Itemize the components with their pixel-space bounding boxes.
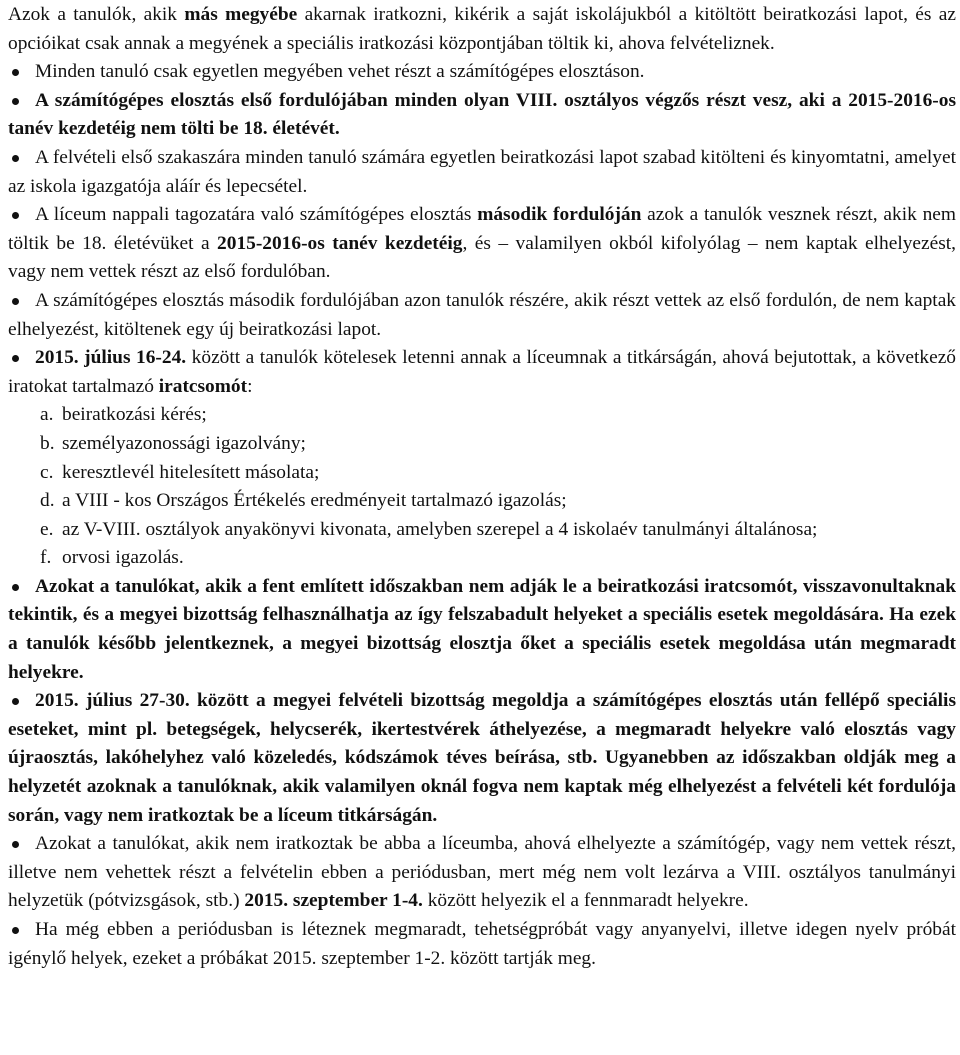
list-item	[40, 430, 956, 459]
list-marker: d.	[40, 490, 55, 512]
list-item-text: a VIII - kos Országos Értékelés eredményeit tartalmazó igazolás;	[62, 490, 567, 512]
text-segment: között helyezik el a fennmaradt helyekre.	[422, 890, 749, 912]
bullet-item-b2	[8, 58, 956, 87]
bullet-item-b6	[8, 287, 956, 344]
text-segment: , és – valamilyen okból kifolyólag – nem kaptak elhelyezést, vagy nem vettek részt az első fordulóban.	[8, 232, 957, 283]
bullet-item-b5	[8, 201, 956, 287]
text-segment: Azokat a tanulókat, akik nem iratkoztak be abba a líceumba, ahová elhelyezte a számítógép, vagy nem vettek részt, illetve nem vehettek részt a felvételin ebben a periódusban, mert még nem volt lezárva a VIII. osztályos tanulmányi helyzetük (pótvizsgások, stb.)	[8, 833, 956, 912]
list-item-text: az V-VIII. osztályok anyakönyvi kivonata, amelyben szerepel a 4 iskolaév tanulmányi általánosa;	[62, 518, 818, 540]
list-item	[40, 459, 956, 488]
bullet-icon	[12, 584, 19, 591]
bullet-item-b3	[8, 87, 956, 144]
text-segment-bold: A számítógépes elosztás első fordulójában minden olyan VIII. osztályos végzős részt vesz, aki a 2015-2016-os tanév kezdetéig nem tölti be 18. életévét.	[8, 89, 956, 140]
bullet-item-b11	[8, 916, 956, 973]
text-segment-bold: Azokat a tanulókat, akik a fent említett időszakban nem adják le a beiratkozási iratcsomót, visszavonultaknak tekintik, és a megyei bizottság felhasználhatja az így felszabadult helyeket a speciális esetek megoldására. Ha ezek a tanulók később jelentkeznek, a megyei bizottság elosztja őket a speciális esetek megoldása után megmaradt helyekre.	[8, 575, 956, 683]
list-item-text: személyazonossági igazolvány;	[62, 432, 306, 454]
text-segment-bold: 2015. július 27-30. között a megyei felvételi bizottság megoldja a számítógépes elosztás után fellépő speciális eseteket, mint pl. betegségek, helycserék, ikertestvérek áthelyezése, a megmaradt helyekre való elosztás vagy újraosztás, lakóhelyhez való közeledés, kódszámok téves beírása, stb. Ugyanebben az időszakban oldják meg a helyzetét azoknak a tanulóknak, akik valamilyen oknál fogva nem kaptak még elhelyezést a felvételi két fordulója során, vagy nem iratkoztak be a líceum titkárságán.	[8, 690, 956, 826]
paragraph-b1	[8, 1, 956, 58]
text-segment: Minden tanuló csak egyetlen megyében vehet részt a számítógépes elosztáson.	[35, 61, 645, 83]
list-marker: e.	[40, 518, 54, 540]
bullet-icon	[12, 927, 19, 934]
bullet-icon	[12, 841, 19, 848]
text-segment-bold: más megyébe	[184, 4, 298, 25]
list-item-text: beiratkozási kérés;	[62, 404, 207, 426]
bullet-item-b9	[8, 687, 956, 830]
list-marker: c.	[40, 461, 54, 483]
list-item	[40, 487, 956, 516]
bullet-icon	[12, 98, 19, 105]
text-segment-bold: iratcsomót	[158, 375, 248, 397]
text-segment-bold: 2015-2016-os tanév kezdetéig	[217, 232, 463, 254]
document-list	[8, 401, 956, 573]
bullet-item-b7-text	[8, 344, 956, 401]
list-marker: b.	[40, 432, 55, 454]
bullet-icon	[12, 69, 19, 76]
text-segment: :	[247, 375, 253, 397]
bullet-item-b4	[8, 144, 956, 201]
text-segment: azok a tanulók vesznek részt, akik nem töltik be 18. életévüket a	[8, 204, 956, 254]
list-item	[40, 401, 956, 430]
list-item	[40, 544, 956, 573]
bullet-item-b10	[8, 830, 956, 916]
text-segment-bold: 2015. szeptember 1-4.	[244, 890, 423, 912]
text-segment-bold: 2015. július 16-24.	[35, 347, 187, 369]
bullet-icon	[12, 355, 19, 362]
text-segment: Azok a tanulók, akik	[8, 4, 185, 25]
text-segment-bold: második fordulóján	[477, 204, 642, 226]
list-marker: f.	[40, 547, 52, 569]
text-segment: A líceum nappali tagozatára való számítógépes elosztás	[35, 204, 478, 226]
list-item-text: orvosi igazolás.	[62, 547, 184, 569]
bullet-icon	[12, 212, 19, 219]
list-marker: a.	[40, 404, 54, 426]
bullet-icon	[12, 298, 19, 305]
text-segment: Ha még ebben a periódusban is léteznek megmaradt, tehetségpróbát vagy anyanyelvi, illetve idegen nyelv próbát igénylő helyek, ezeket a próbákat 2015. szeptember 1-2. között tartják meg.	[8, 919, 956, 969]
list-item-text: keresztlevél hitelesített másolata;	[62, 461, 320, 483]
list-item	[40, 516, 956, 545]
bullet-icon	[12, 155, 19, 162]
text-segment: között a tanulók kötelesek letenni annak a líceumnak a titkárságán, ahová bejutottak, a következő iratokat tartalmazó	[8, 347, 956, 397]
bullet-item-b8	[8, 573, 956, 687]
text-segment: A számítógépes elosztás második fordulójában azon tanulók részére, akik részt vettek az első fordulón, de nem kaptak elhelyezést, kitöltenek egy új beiratkozási lapot.	[8, 289, 956, 340]
text-segment: A felvételi első szakaszára minden tanuló számára egyetlen beiratkozási lapot szabad kitölteni és kinyomtatni, amelyet az iskola igazgatója aláír és lepecsétel.	[8, 146, 956, 197]
bullet-item-b7	[8, 344, 956, 573]
bullet-icon	[12, 698, 19, 705]
text-segment: akarnak iratkozni, kikérik a saját iskolájukból a kitöltött beiratkozási lapot, és az opcióikat csak annak a megyének a speciális iratkozási központjában töltik ki, ahova felvételiznek.	[8, 4, 956, 54]
